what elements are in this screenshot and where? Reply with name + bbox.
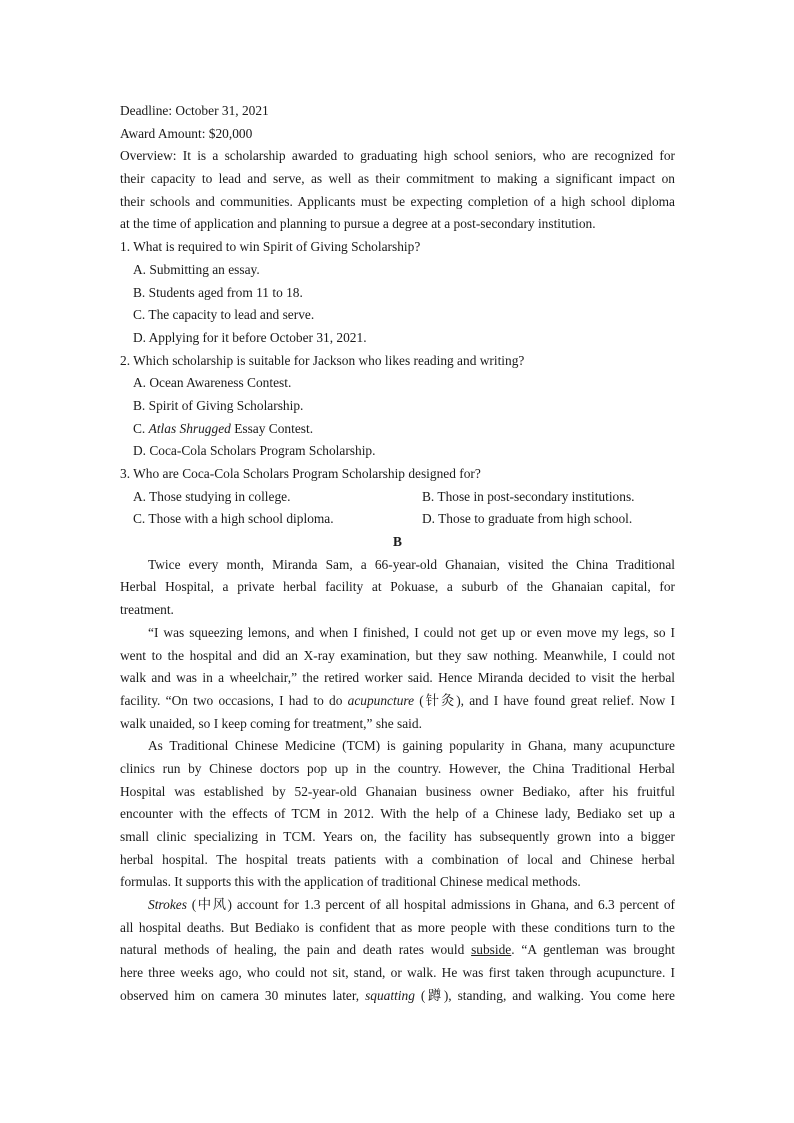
- text-run: observed him on camera 30 minutes later,: [120, 987, 366, 1003]
- option-a: A. Submitting an essay.: [133, 261, 260, 277]
- passage-line: treatment.: [120, 602, 174, 618]
- option-c: C. The capacity to lead and serve.: [133, 307, 315, 323]
- term-squatting: squatting: [365, 987, 415, 1003]
- passage-line: “I was squeezing lemons, and when I finished, I could not get up or even move my legs, so I: [148, 624, 675, 640]
- underlined-word-subside: subside: [471, 942, 512, 958]
- option-row: [120, 486, 675, 509]
- text-run: (蹲), standing, and walking. You come here: [414, 987, 675, 1003]
- award-amount-line: Award Amount: $20,000: [120, 125, 253, 141]
- term-strokes: Strokes: [148, 897, 187, 913]
- passage-line: As Traditional Chinese Medicine (TCM) is gaining popularity in Ghana, many acupuncture: [148, 738, 675, 754]
- text-run: natural methods of healing, the pain and death rates would: [120, 942, 472, 958]
- option-c-suffix: Essay Contest.: [230, 420, 314, 436]
- passage-line: walk unaided, so I keep coming for treatment,” she said.: [120, 715, 422, 731]
- passage-line: Herbal Hospital, a private herbal facility at Pokuase, a suburb of the Ghanaian capital, for: [120, 579, 675, 595]
- question-1: [120, 236, 675, 349]
- passage-paragraph-2: [120, 622, 675, 735]
- passage-line: [120, 939, 675, 962]
- passage-line: Hospital was established by 52-year-old Ghanaian business owner Bediako, after his fruitful: [120, 783, 675, 799]
- passage-line: went to the hospital and did an X-ray examination, but they saw nothing. Meanwhile, I could not: [120, 647, 675, 663]
- document-body: [120, 100, 675, 1008]
- overview-paragraph: [120, 145, 675, 236]
- passage-line: Twice every month, Miranda Sam, a 66-year-old Ghanaian, visited the China Traditional: [148, 556, 675, 572]
- option-row: [120, 508, 675, 531]
- passage-line: [120, 690, 675, 713]
- option-b: B. Spirit of Giving Scholarship.: [133, 397, 304, 413]
- passage-line: clinics run by Chinese doctors pop up in the country. However, the China Traditional Herbal: [120, 760, 675, 776]
- passage-line: encounter with the effects of TCM in 2012. With the help of a Chinese lady, Bediako set up a: [120, 806, 675, 822]
- option-d: D. Applying for it before October 31, 2021.: [133, 329, 367, 345]
- book-title: Atlas Shrugged: [148, 420, 231, 436]
- option-b: B. Those in post-secondary institutions.: [422, 488, 635, 504]
- question-stem: 3. Who are Coca-Cola Scholars Program Scholarship designed for?: [120, 466, 481, 481]
- option-a: A. Those studying in college.: [133, 488, 291, 504]
- question-stem: 2. Which scholarship is suitable for Jackson who likes reading and writing?: [120, 352, 525, 368]
- passage-line: herbal hospital. The hospital treats patients with a combination of local and Chinese herbal: [120, 851, 675, 867]
- term-acupuncture: acupuncture: [347, 692, 415, 708]
- option-d: D. Those to graduate from high school.: [422, 511, 633, 527]
- section-heading-b: B: [393, 534, 402, 550]
- overview-line: at the time of application and planning to pursue a degree at a post-secondary institution.: [120, 216, 596, 232]
- option-b: B. Students aged from 11 to 18.: [133, 284, 303, 300]
- passage-line: walk and was in a wheelchair,” the retired worker said. Hence Miranda decided to visit the herbal: [120, 670, 675, 686]
- option-d: D. Coca-Cola Scholars Program Scholarship.: [133, 443, 376, 459]
- passage-line: small clinic specializing in TCM. Years on, the facility has subsequently grown into a bigger: [120, 829, 675, 844]
- option-c: [120, 418, 675, 441]
- question-stem: 1. What is required to win Spirit of Giving Scholarship?: [120, 239, 421, 255]
- option-c-prefix: C.: [133, 420, 149, 436]
- passage-line: all hospital deaths. But Bediako is confident that as more people with these conditions turn to the: [120, 919, 675, 935]
- passage-paragraph-1: [120, 554, 675, 622]
- text-run: (针灸), and I have found great relief. Now I: [414, 692, 675, 708]
- deadline-line: Deadline: October 31, 2021: [120, 103, 269, 118]
- option-c: C. Those with a high school diploma.: [133, 511, 334, 527]
- text-run: (中风) account for 1.3 percent of all hospital admissions in Ghana, and 6.3 percent of: [186, 897, 675, 913]
- passage-line: [120, 894, 675, 917]
- text-run: facility. “On two occasions, I had to do: [120, 692, 348, 708]
- passage-paragraph-4: [120, 894, 675, 1007]
- text-run: . “A gentleman was brought: [511, 942, 675, 958]
- passage-line: formulas. It supports this with the application of traditional Chinese medical methods.: [120, 874, 581, 890]
- overview-line: their capacity to lead and serve, as well as their commitment to making a significant impact on: [120, 171, 675, 187]
- overview-line: Overview: It is a scholarship awarded to graduating high school seniors, who are recognized for: [120, 148, 675, 164]
- overview-line: their schools and communities. Applicants must be expecting completion of a high school diploma: [120, 193, 675, 209]
- passage-line: here three weeks ago, who could not sit, stand, or walk. He was first taken through acupuncture. I: [120, 965, 675, 981]
- option-a: A. Ocean Awareness Contest.: [133, 375, 292, 391]
- question-2: [120, 350, 675, 463]
- passage-line: [120, 985, 675, 1008]
- question-3: [120, 463, 675, 531]
- passage-paragraph-3: [120, 735, 675, 894]
